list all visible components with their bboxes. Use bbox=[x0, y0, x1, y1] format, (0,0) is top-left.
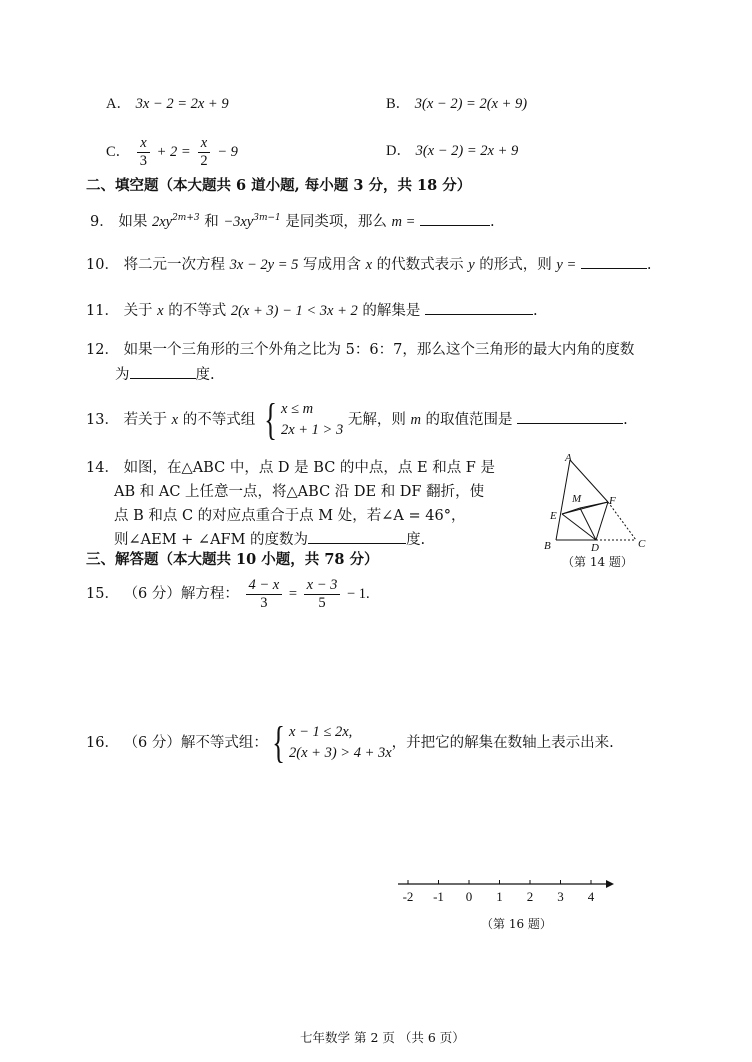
q16-row1: x − 1 ≤ 2x, bbox=[289, 724, 353, 740]
q9-mid: 和 bbox=[204, 213, 219, 230]
q14-line1: 如图，在△ABC 中，点 D 是 BC 的中点，点 E 和点 F 是 bbox=[123, 460, 495, 476]
q14-fold-fd bbox=[596, 502, 608, 540]
q9-answer-blank[interactable] bbox=[420, 211, 490, 226]
q11-text2: 的不等式 bbox=[168, 303, 227, 319]
choice-c-mid: + 2 = bbox=[156, 144, 191, 160]
section3-heading: 三、解答题（本大题共 10 小题，共 78 分） bbox=[86, 551, 379, 568]
q16-system bbox=[289, 722, 392, 764]
q12-answer-blank[interactable] bbox=[130, 364, 196, 379]
question-14 bbox=[86, 456, 495, 552]
q13-row2: 2x + 1 > 3 bbox=[280, 422, 344, 438]
choice-c-label: C． bbox=[106, 144, 131, 160]
q16-caption: （第 16 题） bbox=[481, 917, 552, 931]
q15-points: （6 分）解方程： bbox=[123, 586, 239, 602]
q10-x: x bbox=[365, 257, 373, 273]
q9-term1: 2xy bbox=[151, 213, 173, 230]
q13-text4: 的取值范围是 bbox=[425, 412, 513, 428]
q12-line2-pre: 为 bbox=[115, 367, 130, 383]
q9-pre: 如果 bbox=[118, 213, 148, 230]
q16-brace: { bbox=[272, 718, 285, 767]
q9-var: m = bbox=[391, 213, 416, 230]
q13-end: . bbox=[623, 412, 628, 428]
choice-a-equation: 3x − 2 = 2x + 9 bbox=[135, 96, 229, 112]
q14-label-m: M bbox=[572, 493, 582, 505]
choice-b-label: B． bbox=[386, 96, 411, 112]
q16-number-line bbox=[396, 872, 616, 908]
question-11 bbox=[86, 300, 538, 321]
q14-label-f: F bbox=[609, 495, 616, 507]
q13-brace: { bbox=[264, 395, 277, 444]
q11-text1: 关于 bbox=[123, 303, 153, 319]
q11-number: 11． bbox=[86, 303, 119, 319]
q9-term2: −3xy bbox=[223, 213, 254, 230]
number-line-tick-label: 4 bbox=[587, 889, 595, 904]
q13-m: m bbox=[410, 412, 421, 428]
question-12-line2 bbox=[115, 364, 215, 385]
q12-number: 12． bbox=[86, 342, 119, 358]
choice-d-equation: 3(x − 2) = 2x + 9 bbox=[415, 143, 519, 159]
q15-left-numerator: 4 − x bbox=[246, 577, 283, 595]
q14-line3: 点 B 和点 C 的对应点重合于点 M 处，若∠A = 46°， bbox=[114, 508, 466, 524]
q14-label-b: B bbox=[544, 540, 551, 552]
q14-number: 14． bbox=[86, 460, 119, 476]
q13-row1: x ≤ m bbox=[280, 401, 314, 417]
number-line-tick-label: -2 bbox=[402, 889, 414, 904]
number-line-arrow bbox=[606, 880, 614, 888]
q12-line1: 如果一个三角形的三个外角之比为 5：6：7，那么这个三角形的最大内角的度数 bbox=[123, 342, 635, 358]
choice-d bbox=[386, 141, 518, 161]
q14-line2: AB 和 AC 上任意一点，将△ABC 沿 DE 和 DF 翻折，使 bbox=[114, 484, 485, 500]
q9-exp1: 2m+3 bbox=[172, 213, 200, 223]
page-footer: 七年数学 第 2 页 （共 6 页） bbox=[300, 1030, 465, 1045]
question-9 bbox=[90, 208, 495, 232]
number-line-tick-label: -1 bbox=[433, 889, 444, 904]
q13-text1: 若关于 bbox=[123, 412, 168, 428]
q10-y: y bbox=[468, 257, 475, 273]
choice-c-tail: − 9 bbox=[217, 144, 238, 160]
choice-c-frac-right: $\frac{x}{2}$ bbox=[197, 135, 210, 170]
q14-label-e: E bbox=[550, 510, 557, 522]
q11-end: . bbox=[532, 303, 538, 319]
question-16 bbox=[86, 720, 614, 766]
q11-answer-blank[interactable] bbox=[425, 300, 533, 315]
q15-right-denominator: 5 bbox=[318, 594, 326, 611]
q13-text3: 无解，则 bbox=[347, 412, 406, 428]
q11-x: x bbox=[157, 303, 164, 319]
q9-end: . bbox=[489, 213, 495, 230]
q10-equation: 3x − 2y = 5 bbox=[229, 257, 299, 273]
q14-caption: （第 14 题） bbox=[562, 555, 633, 569]
choice-d-label: D． bbox=[386, 143, 411, 159]
q15-number: 15． bbox=[86, 586, 119, 602]
q15-right-numerator: x − 3 bbox=[304, 577, 341, 595]
q14-seg-md bbox=[580, 508, 596, 540]
choice-b bbox=[386, 94, 527, 114]
q9-exp2: 3m−1 bbox=[253, 213, 281, 223]
q13-x: x bbox=[171, 412, 179, 428]
q16-text: ，并把它的解集在数轴上表示出来. bbox=[391, 735, 614, 751]
q13-system bbox=[281, 399, 343, 441]
number-line-tick-label: 3 bbox=[557, 889, 564, 904]
q10-text2: 写成用含 bbox=[302, 257, 361, 273]
choice-b-equation: 3(x − 2) = 2(x + 9) bbox=[414, 96, 528, 112]
q14-label-a: A bbox=[565, 452, 572, 464]
q13-answer-blank[interactable] bbox=[517, 409, 623, 424]
question-15 bbox=[86, 576, 370, 612]
q14-seg-ef bbox=[562, 502, 608, 514]
q10-end: . bbox=[646, 257, 652, 273]
section2-heading: 二、填空题（本大题共 6 道小题, 每小题 3 分，共 18 分） bbox=[86, 177, 472, 194]
choice-a bbox=[106, 94, 229, 114]
number-line-tick-label: 1 bbox=[496, 889, 503, 904]
q14-line4-pre: 则∠AEM + ∠AFM 的度数为 bbox=[114, 532, 309, 548]
q9-post: 是同类项，那么 bbox=[285, 213, 387, 230]
q10-answer-blank[interactable] bbox=[581, 254, 647, 269]
q15-left-denominator: 3 bbox=[260, 594, 268, 611]
q15-equals: = bbox=[288, 586, 298, 602]
q10-text4: 的形式，则 bbox=[479, 257, 552, 273]
number-line-tick-label: 0 bbox=[465, 889, 473, 904]
q12-line2-post: 度. bbox=[195, 367, 215, 383]
q14-label-c: C bbox=[638, 538, 646, 550]
q9-number: 9． bbox=[90, 213, 114, 230]
q10-text3: 的代数式表示 bbox=[376, 257, 464, 273]
q11-text3: 的解集是 bbox=[362, 303, 421, 319]
q14-side-fc-dashed bbox=[608, 502, 636, 540]
question-13 bbox=[86, 397, 628, 443]
q14-fold-ed bbox=[562, 514, 596, 540]
q15-tail: − 1. bbox=[347, 586, 370, 602]
q13-text2: 的不等式组 bbox=[182, 412, 256, 428]
choice-a-label: A． bbox=[106, 96, 131, 112]
q10-number: 10． bbox=[86, 257, 119, 273]
q15-frac-left bbox=[246, 577, 283, 612]
question-10 bbox=[86, 254, 651, 275]
q11-inequality: 2(x + 3) − 1 < 3x + 2 bbox=[230, 303, 358, 319]
q10-text1: 将二元一次方程 bbox=[123, 257, 226, 273]
choice-c-frac-left: $\frac{x}{3}$ bbox=[137, 135, 150, 170]
q16-number: 16． bbox=[86, 735, 119, 751]
choice-c bbox=[106, 134, 238, 170]
question-12-line1 bbox=[86, 340, 634, 360]
q14-line4-post: 度. bbox=[406, 532, 426, 548]
q14-side-ab bbox=[556, 460, 570, 540]
q14-label-d: D bbox=[591, 542, 599, 554]
number-line-tick-label: 2 bbox=[526, 889, 534, 904]
q16-points: （6 分）解不等式组： bbox=[123, 735, 268, 751]
q16-row2: 2(x + 3) > 4 + 3x bbox=[289, 745, 392, 761]
q14-answer-blank[interactable] bbox=[308, 529, 406, 544]
q10-ans: y = bbox=[556, 257, 577, 273]
q13-number: 13． bbox=[86, 412, 119, 428]
q15-frac-right bbox=[304, 577, 341, 612]
